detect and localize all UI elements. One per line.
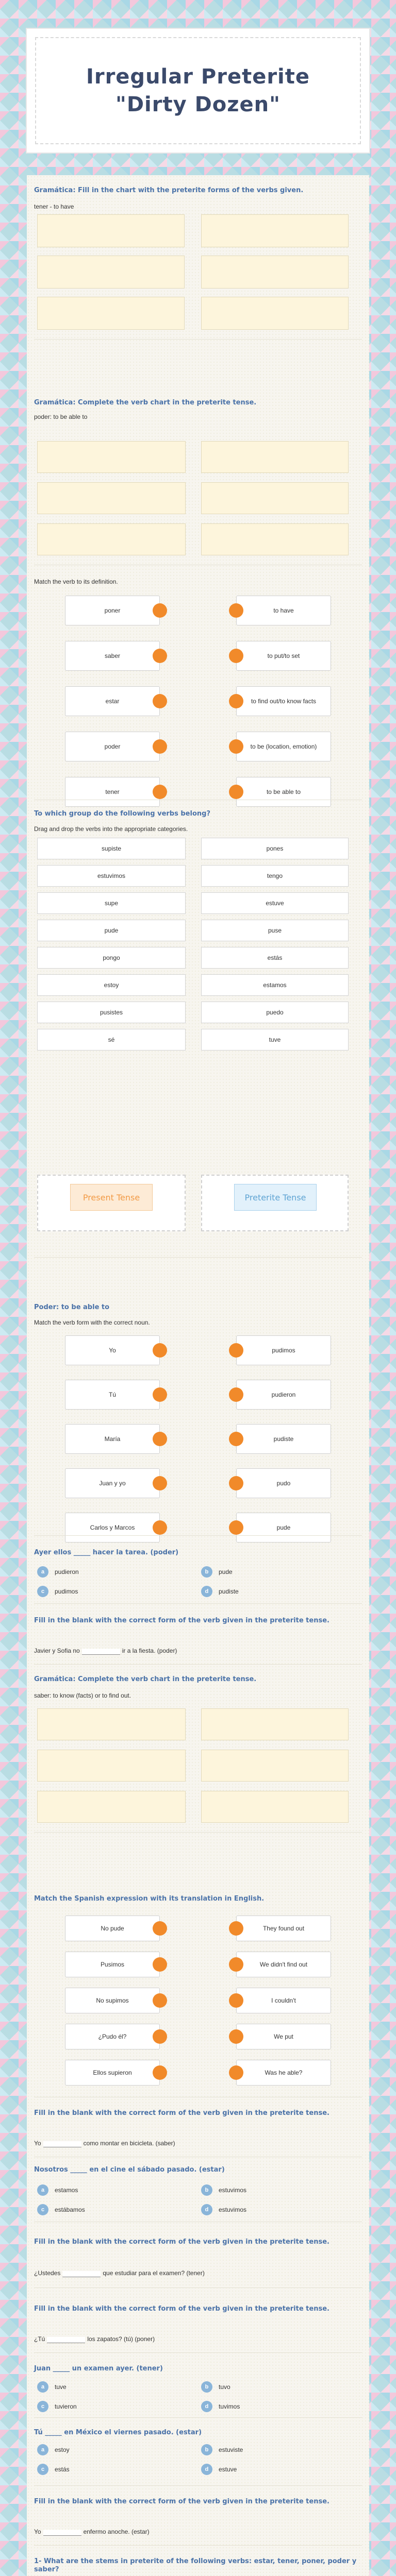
divider bbox=[34, 1603, 362, 1604]
question-title: Fill in the blank with the correct form of the verb given in the preterite tense. bbox=[34, 1617, 329, 1624]
divider bbox=[34, 1257, 362, 1258]
match-left-card[interactable]: Carlos y Marcos bbox=[65, 1513, 160, 1543]
option-text[interactable]: estás bbox=[55, 2466, 70, 2473]
match-connector-dot[interactable] bbox=[153, 649, 167, 663]
option-letter-badge[interactable]: b bbox=[201, 1566, 212, 1578]
option-letter-badge[interactable]: c bbox=[37, 2401, 48, 2412]
zone-label: Preterite Tense bbox=[234, 1184, 317, 1211]
match-connector-dot[interactable] bbox=[153, 603, 167, 618]
match-connector-dot[interactable] bbox=[229, 1432, 243, 1446]
divider bbox=[34, 1832, 362, 1833]
draggable-verb[interactable]: puse bbox=[201, 920, 349, 941]
draggable-verb[interactable]: estás bbox=[201, 947, 349, 969]
match-connector-dot[interactable] bbox=[153, 1921, 167, 1936]
chart-cell-input[interactable] bbox=[201, 297, 349, 330]
draggable-verb[interactable]: pusistes bbox=[37, 1002, 186, 1023]
match-connector-dot[interactable] bbox=[153, 785, 167, 799]
option-text[interactable]: estamos bbox=[55, 2187, 78, 2194]
match-right-card[interactable]: They found out bbox=[236, 1916, 331, 1941]
match-connector-dot[interactable] bbox=[153, 694, 167, 708]
match-right-card[interactable]: to be able to bbox=[236, 777, 331, 807]
chart-cell-input[interactable] bbox=[201, 523, 349, 555]
match-left-card[interactable]: María bbox=[65, 1424, 160, 1454]
divider bbox=[34, 2352, 362, 2353]
divider bbox=[34, 339, 362, 340]
question-prompt: Match the verb form with the correct noun. bbox=[34, 1319, 150, 1326]
draggable-verb[interactable]: pones bbox=[201, 838, 349, 859]
fill-sentence bbox=[34, 2269, 205, 2277]
question-prompt: Drag and drop the verbs into the appropriate categories. bbox=[34, 825, 188, 833]
question-title: Match the Spanish expression with its translation in English. bbox=[34, 1895, 265, 1903]
option-text[interactable]: pude bbox=[219, 1568, 233, 1575]
match-left-card[interactable]: Pusimos bbox=[65, 1952, 160, 1977]
fill-sentence bbox=[34, 2139, 175, 2147]
question-title: Gramática: Fill in the chart with the preterite forms of the verbs given. bbox=[34, 187, 304, 194]
match-left-card[interactable]: Yo bbox=[65, 1335, 160, 1365]
draggable-verb[interactable]: estamos bbox=[201, 974, 349, 996]
sentence-end: los zapatos? (tú) (poner) bbox=[87, 2335, 155, 2343]
match-left-card[interactable]: estar bbox=[65, 686, 160, 716]
draggable-verb[interactable]: tengo bbox=[201, 865, 349, 887]
match-connector-dot[interactable] bbox=[229, 739, 243, 754]
match-left-card[interactable]: Ellos supieron bbox=[65, 2060, 160, 2086]
match-right-card[interactable]: pudieron bbox=[236, 1380, 331, 1410]
match-right-card[interactable]: We put bbox=[236, 2024, 331, 2049]
divider bbox=[34, 2417, 362, 2418]
option-text[interactable]: estuvimos bbox=[219, 2206, 247, 2213]
zone-label: Present Tense bbox=[70, 1184, 153, 1211]
chart-cell-input[interactable] bbox=[201, 441, 349, 473]
fill-sentence bbox=[34, 2335, 155, 2343]
question-title: Fill in the blank with the correct form of the verb given in the preterite tense. bbox=[34, 2498, 329, 2505]
divider bbox=[34, 2545, 362, 2546]
option-letter-badge[interactable]: c bbox=[37, 1586, 48, 1597]
draggable-verb[interactable]: estuve bbox=[201, 892, 349, 914]
match-left-card[interactable]: poner bbox=[65, 596, 160, 625]
option-text[interactable]: tuvieron bbox=[55, 2403, 77, 2410]
draggable-verb[interactable]: estoy bbox=[37, 974, 186, 996]
question-title: Fill in the blank with the correct form of the verb given in the preterite tense. bbox=[34, 2109, 329, 2117]
match-left-card[interactable]: tener bbox=[65, 777, 160, 807]
blank-input[interactable] bbox=[43, 2141, 81, 2147]
sentence-end: que estudiar para el examen? (tener) bbox=[103, 2269, 205, 2277]
question-prompt: Match the verb to its definition. bbox=[34, 578, 118, 585]
fill-sentence bbox=[34, 1647, 177, 1655]
question-title: To which group do the following verbs belong? bbox=[34, 810, 210, 818]
fill-sentence bbox=[34, 2528, 150, 2536]
match-right-card[interactable]: Was he able? bbox=[236, 2060, 331, 2086]
blank-input[interactable] bbox=[43, 2530, 81, 2536]
option-text[interactable]: estuvimos bbox=[219, 2187, 247, 2194]
option-text[interactable]: estoy bbox=[55, 2446, 70, 2453]
match-connector-dot[interactable] bbox=[229, 1476, 243, 1490]
match-right-card[interactable]: to be (location, emotion) bbox=[236, 732, 331, 761]
blank-input[interactable] bbox=[62, 2271, 101, 2277]
match-connector-dot[interactable] bbox=[229, 785, 243, 799]
option-letter-badge[interactable]: a bbox=[37, 2184, 48, 2196]
option-text[interactable]: estuve bbox=[219, 2466, 237, 2473]
match-connector-dot[interactable] bbox=[229, 603, 243, 618]
match-left-card[interactable]: No pude bbox=[65, 1916, 160, 1941]
match-connector-dot[interactable] bbox=[229, 1343, 243, 1358]
chart-cell-input[interactable] bbox=[37, 1750, 186, 1782]
sentence-end: enfermo anoche. (estar) bbox=[83, 2528, 150, 2535]
match-left-card[interactable]: Juan y yo bbox=[65, 1468, 160, 1498]
option-text[interactable]: pudimos bbox=[55, 1588, 78, 1595]
divider bbox=[34, 2287, 362, 2288]
option-letter-badge[interactable]: b bbox=[201, 2381, 212, 2393]
divider bbox=[34, 1535, 362, 1536]
match-connector-dot[interactable] bbox=[153, 1957, 167, 1972]
option-letter-badge[interactable]: c bbox=[37, 2464, 48, 2475]
match-connector-dot[interactable] bbox=[229, 1957, 243, 1972]
chart-cell-input[interactable] bbox=[201, 1791, 349, 1823]
question-title: Gramática: Complete the verb chart in the preterite tense. bbox=[34, 399, 257, 406]
sentence-start: Yo bbox=[34, 2140, 41, 2147]
chart-cell-input[interactable] bbox=[37, 214, 185, 247]
option-letter-badge[interactable]: c bbox=[37, 2204, 48, 2215]
question-title: Gramática: Complete the verb chart in the preterite tense. bbox=[34, 1675, 257, 1683]
match-connector-dot[interactable] bbox=[229, 1921, 243, 1936]
match-connector-dot[interactable] bbox=[153, 1993, 167, 2008]
match-right-card[interactable]: We didn't find out bbox=[236, 1952, 331, 1977]
option-letter-badge[interactable]: d bbox=[201, 2401, 212, 2412]
verb-label: tener - to have bbox=[34, 203, 74, 210]
match-connector-dot[interactable] bbox=[153, 1387, 167, 1402]
worksheet bbox=[27, 175, 369, 2576]
blank-input[interactable] bbox=[47, 2337, 85, 2343]
match-left-card[interactable]: saber bbox=[65, 641, 160, 671]
chart-cell-input[interactable] bbox=[37, 256, 185, 289]
chart-cell-input[interactable] bbox=[201, 1708, 349, 1740]
chart-cell-input[interactable] bbox=[201, 1750, 349, 1782]
option-text[interactable]: estuviste bbox=[219, 2446, 243, 2453]
match-left-card[interactable]: ¿Pudo él? bbox=[65, 2024, 160, 2049]
sentence-start: Yo bbox=[34, 2528, 41, 2535]
chart-cell-input[interactable] bbox=[37, 441, 186, 473]
option-letter-badge[interactable]: a bbox=[37, 2444, 48, 2455]
draggable-verb[interactable]: puedo bbox=[201, 1002, 349, 1023]
divider bbox=[34, 1664, 362, 1665]
match-connector-dot[interactable] bbox=[229, 1387, 243, 1402]
match-connector-dot[interactable] bbox=[153, 1476, 167, 1490]
option-text[interactable]: tuve bbox=[55, 2383, 67, 2391]
match-right-card[interactable]: pude bbox=[236, 1513, 331, 1543]
option-letter-badge[interactable]: a bbox=[37, 1566, 48, 1578]
sentence-end: como montar en bicicleta. (saber) bbox=[83, 2140, 175, 2147]
question-title: Ayer ellos _____ hacer la tarea. (poder) bbox=[34, 1549, 179, 1556]
draggable-verb[interactable]: sé bbox=[37, 1029, 186, 1050]
sentence-start: ¿Ustedes bbox=[34, 2269, 61, 2277]
question-title: Poder: to be able to bbox=[34, 1303, 110, 1311]
match-left-card[interactable]: Tú bbox=[65, 1380, 160, 1410]
chart-cell-input[interactable] bbox=[37, 1708, 186, 1740]
match-connector-dot[interactable] bbox=[153, 739, 167, 754]
match-connector-dot[interactable] bbox=[229, 1993, 243, 2008]
match-right-card[interactable]: to put/to set bbox=[236, 641, 331, 671]
match-right-card[interactable]: pudo bbox=[236, 1468, 331, 1498]
option-text[interactable]: tuvimos bbox=[219, 2403, 240, 2410]
match-connector-dot[interactable] bbox=[229, 649, 243, 663]
match-right-card[interactable]: pudiste bbox=[236, 1424, 331, 1454]
option-text[interactable]: estábamos bbox=[55, 2206, 85, 2213]
option-letter-badge[interactable]: d bbox=[201, 2464, 212, 2475]
option-letter-badge[interactable]: d bbox=[201, 2204, 212, 2215]
match-left-card[interactable]: poder bbox=[65, 732, 160, 761]
question-title: Juan _____ un examen ayer. (tener) bbox=[34, 2365, 163, 2372]
chart-cell-input[interactable] bbox=[37, 1791, 186, 1823]
dropzone-preterite[interactable] bbox=[201, 1175, 349, 1231]
draggable-verb[interactable]: supiste bbox=[37, 838, 186, 859]
match-connector-dot[interactable] bbox=[153, 1432, 167, 1446]
blank-input[interactable] bbox=[82, 1649, 120, 1655]
option-text[interactable]: tuvo bbox=[219, 2383, 230, 2391]
draggable-verb[interactable]: estuvimos bbox=[37, 865, 186, 887]
sentence-end: ir a la fiesta. (poder) bbox=[122, 1647, 177, 1654]
match-connector-dot[interactable] bbox=[229, 694, 243, 708]
sentence-start: Javier y Sofia no bbox=[34, 1647, 80, 1654]
question-title: 1- What are the stems in preterite of the following verbs: estar, tener, poner, poder y saber? bbox=[34, 2557, 357, 2573]
option-text[interactable]: pudiste bbox=[219, 1588, 239, 1595]
divider bbox=[34, 2485, 362, 2486]
header bbox=[0, 0, 396, 175]
chart-cell-input[interactable] bbox=[201, 256, 349, 289]
dropzone-present[interactable] bbox=[37, 1175, 186, 1231]
sentence-start: ¿Tú bbox=[34, 2335, 45, 2343]
match-connector-dot[interactable] bbox=[229, 1520, 243, 1535]
match-connector-dot[interactable] bbox=[153, 2029, 167, 2044]
match-right-card[interactable]: pudimos bbox=[236, 1335, 331, 1365]
chart-cell-input[interactable] bbox=[37, 482, 186, 514]
question-title: Nosotros _____ en el cine el sábado pasado. (estar) bbox=[34, 2166, 225, 2174]
match-right-card[interactable]: I couldn't bbox=[236, 1988, 331, 2013]
draggable-verb[interactable]: supe bbox=[37, 892, 186, 914]
draggable-verb[interactable]: pude bbox=[37, 920, 186, 941]
option-letter-badge[interactable]: a bbox=[37, 2381, 48, 2393]
draggable-verb[interactable]: pongo bbox=[37, 947, 186, 969]
match-right-card[interactable]: to have bbox=[236, 596, 331, 625]
question-title: Fill in the blank with the correct form of the verb given in the preterite tense. bbox=[34, 2238, 329, 2246]
question-title: Fill in the blank with the correct form of the verb given in the preterite tense. bbox=[34, 2305, 329, 2313]
match-connector-dot[interactable] bbox=[229, 2029, 243, 2044]
match-right-card[interactable]: to find out/to know facts bbox=[236, 686, 331, 716]
verb-label: poder: to be able to bbox=[34, 413, 88, 420]
chart-cell-input[interactable] bbox=[37, 523, 186, 555]
chart-cell-input[interactable] bbox=[37, 297, 185, 330]
chart-cell-input[interactable] bbox=[201, 482, 349, 514]
draggable-verb[interactable]: tuve bbox=[201, 1029, 349, 1050]
match-connector-dot[interactable] bbox=[153, 2065, 167, 2080]
verb-label: saber: to know (facts) or to find out. bbox=[34, 1692, 131, 1699]
match-connector-dot[interactable] bbox=[153, 1520, 167, 1535]
option-text[interactable]: pudieron bbox=[55, 1568, 79, 1575]
match-left-card[interactable]: No supimos bbox=[65, 1988, 160, 2013]
option-letter-badge[interactable]: b bbox=[201, 2444, 212, 2455]
match-connector-dot[interactable] bbox=[153, 1343, 167, 1358]
chart-cell-input[interactable] bbox=[201, 214, 349, 247]
option-letter-badge[interactable]: b bbox=[201, 2184, 212, 2196]
option-letter-badge[interactable]: d bbox=[201, 1586, 212, 1597]
question-title: Tú _____ en México el viernes pasado. (estar) bbox=[34, 2429, 202, 2436]
title-card bbox=[27, 29, 369, 152]
match-connector-dot[interactable] bbox=[229, 2065, 243, 2080]
page-title: Irregular Preterite "Dirty Dozen" bbox=[86, 65, 310, 116]
